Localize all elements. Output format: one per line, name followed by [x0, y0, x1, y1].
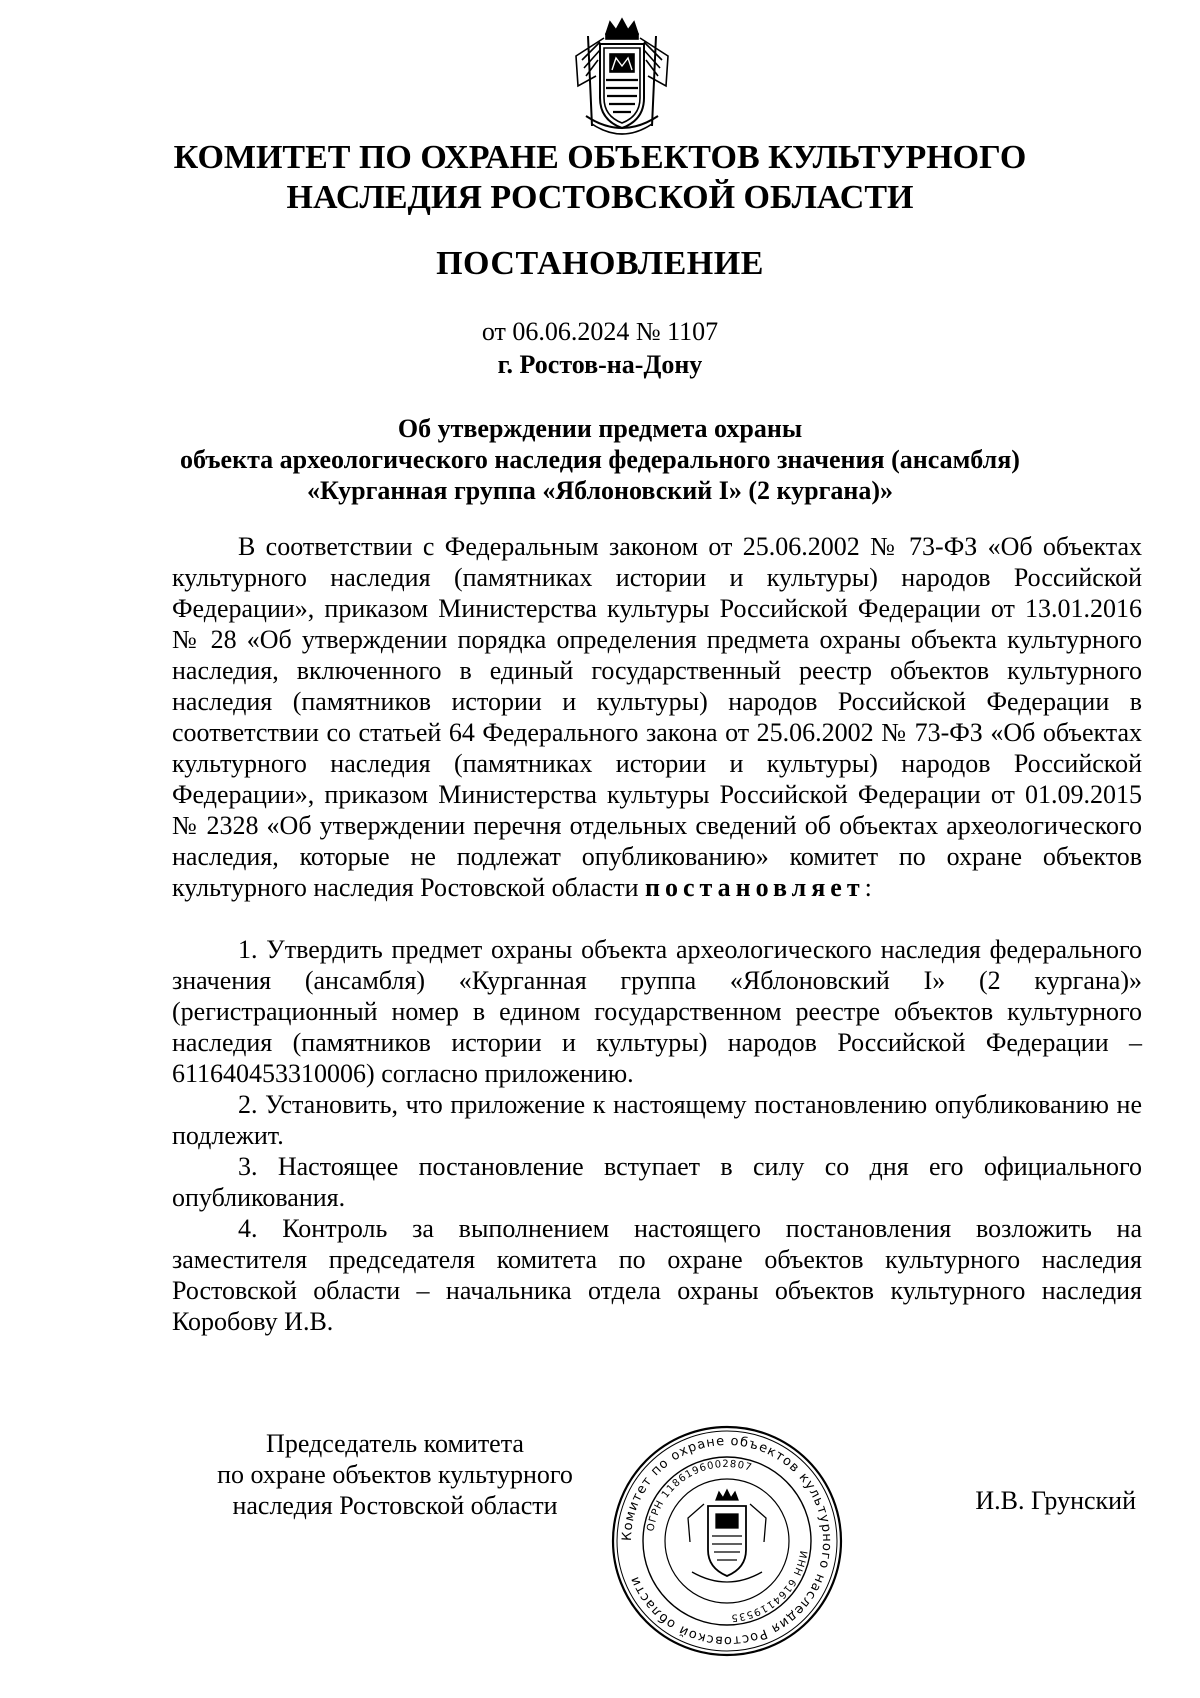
document-body — [172, 531, 1142, 1337]
signer-position-line-1: Председатель комитета — [266, 1429, 524, 1458]
signer-position — [180, 1428, 610, 1521]
subject-line-3: «Курганная группа «Яблоновский I» (2 кургана)» — [306, 476, 894, 505]
organization-title — [120, 138, 1080, 218]
organization-title-line-1: КОМИТЕТ ПО ОХРАНЕ ОБЪЕКТОВ КУЛЬТУРНОГО — [173, 139, 1027, 176]
signer-position-line-2: по охране объектов культурного — [217, 1460, 573, 1489]
official-seal-stamp — [608, 1422, 846, 1660]
document-subject — [120, 413, 1080, 506]
resolution-item-1: 1. Утвердить предмет охраны объекта археологического наследия федерального значения (ансамбля) «Курганная группа «Яблоновский I» (2 кургана)» (регистрационный номер в едином государственном реестре объектов культурного наследия (памятников истории и культуры) народов Российской Федерации – 611640453310006) согласно приложению. — [172, 935, 1142, 1088]
subject-line-2: объекта археологического наследия федерального значения (ансамбля) — [180, 445, 1020, 474]
resolution-item-3: 3. Настоящее постановление вступает в силу со дня его официального опубликования. — [172, 1152, 1142, 1212]
signer-name: И.В. Грунский — [975, 1486, 1136, 1515]
resolves-colon: : — [864, 873, 872, 902]
stamp-ogrn-text: ОГРН 1186196002807 — [645, 1458, 754, 1533]
stamp-emblem-icon — [688, 1490, 766, 1582]
document-type: ПОСТАНОВЛЕНИЕ — [436, 245, 764, 282]
preamble-text: В соответствии с Федеральным законом от 25.06.2002 № 73-ФЗ «Об объектах культурного наследия (памятниках истории и культуры) народов Российской Федерации», приказом Министерства культуры Российской Федерации от 13.01.2016 № 28 «Об утверждении порядка определения предмета охраны объекта культурного наследия, включенного в единый государственный реестр объектов культурного наследия (памятников истории и культуры) народов Российской Федерации в соответствии со статьей 64 Федерального закона от 25.06.2002 № 73-ФЗ «Об объектах культурного наследия (памятниках истории и культуры) народов Российской Федерации», приказом Министерства культуры Российской Федерации от 01.09.2015 № 2328 «Об утверждении перечня отдельных сведений об объектах археологического наследия, которые не подлежат опубликованию» комитет по охране объектов культурного наследия Ростовской области — [172, 532, 1142, 902]
organization-title-line-2: НАСЛЕДИЯ РОСТОВСКОЙ ОБЛАСТИ — [286, 179, 914, 216]
stamp-ring-text: Комитет по охране объектов культурного наследия Ростовской области — [619, 1433, 835, 1649]
subject-line-1: Об утверждении предмета охраны — [397, 414, 803, 443]
coat-of-arms-emblem — [566, 16, 678, 138]
document-city: г. Ростов-на-Дону — [497, 350, 703, 379]
document-date-number: от 06.06.2024 № 1107 — [481, 317, 719, 346]
preamble-paragraph — [172, 531, 1142, 903]
signer-position-line-3: наследия Ростовской области — [232, 1491, 558, 1520]
resolves-word: постановляет — [645, 873, 865, 902]
resolution-item-2: 2. Установить, что приложение к настоящему постановлению опубликованию не подлежит. — [172, 1090, 1142, 1150]
resolution-item-4: 4. Контроль за выполнением настоящего постановления возложить на заместителя председателя комитета по охране объектов культурного наследия Ростовской области – начальника отдела охраны объектов культурного наследия Коробову И.В. — [172, 1214, 1142, 1336]
stamp-inn-text: ИНН 6164119535 — [729, 1549, 809, 1623]
